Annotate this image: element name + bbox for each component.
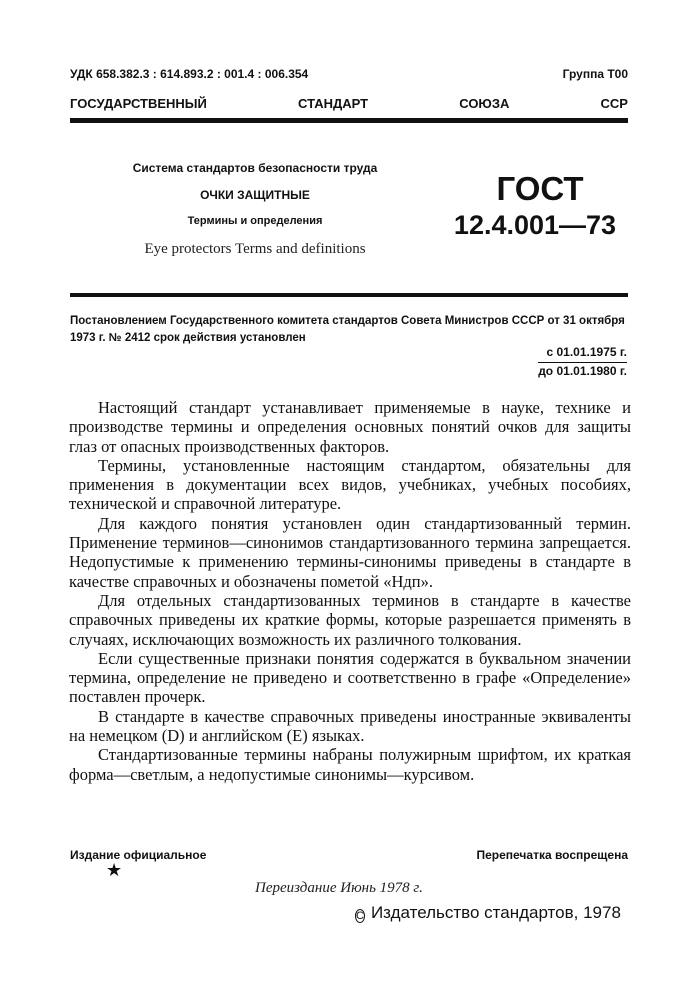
publisher-text: Издательство стандартов, 1978 [370, 903, 621, 922]
paragraph: Термины, установленные настоящим стандартом, обязательны для применения в документации всех видов, учебниках, учебных пособиях, технической и справочной литературе. [69, 455, 631, 514]
standards-system: Система стандартов безопасности труда [132, 161, 378, 175]
paragraph: В стандарте в качестве справочных приведены иностранные эквиваленты на немецком (D) и английском (E) языках. [69, 706, 631, 746]
effective-from-date: с 01.01.1975 г. [546, 345, 627, 359]
heading-word-3: СОЮЗА [459, 96, 510, 111]
heading-word-1: ГОСУДАРСТВЕННЫЙ [70, 96, 207, 111]
gost-number: 12.4.001—73 [453, 210, 617, 240]
gost-label: ГОСТ [496, 170, 584, 207]
effective-to-date: до 01.01.1980 г. [538, 364, 627, 378]
decree-text: Постановлением Государственного комитета стандартов Совета Министров СССР от 31 октября 1973 г. № 2412 срок действия установлен [70, 315, 625, 344]
state-standard-heading [70, 96, 628, 111]
paragraph: Настоящий стандарт устанавливает применяемые в науке, технике и производстве термины и определения основных понятий очков для защиты глаз от опасных производственных факторов. [69, 398, 631, 456]
udk-code: УДК 658.382.3 : 614.893.2 : 001.4 : 006.354 [70, 67, 309, 81]
english-title: Eye protectors Terms and definitions [144, 241, 366, 257]
document-subtitle: Термины и определения [187, 215, 323, 227]
reprint-prohibited-label: Перепечатка воспрещена [476, 848, 628, 862]
paragraph: Для каждого понятия установлен один стандартизованный термин. Применение терминов—синонимов стандартизованного термина запрещается. Недопустимые к применению термины-синонимы приведены в стандарте в качестве справочных и обозначены пометой «Ндп». [69, 513, 631, 591]
group-code: Группа Т00 [562, 67, 628, 81]
top-divider [70, 118, 628, 123]
document-title: ОЧКИ ЗАЩИТНЫЕ [200, 188, 310, 202]
paragraph: Стандартизованные термины набраны полужирным шрифтом, их краткая форма—светлым, а недопустимые синонимы—курсивом. [69, 745, 631, 784]
heading-word-2: СТАНДАРТ [298, 96, 369, 111]
middle-divider [70, 293, 628, 297]
official-edition-label: Издание официальное [70, 848, 207, 862]
heading-word-4: ССР [600, 96, 628, 111]
copyright-line [355, 903, 621, 924]
paragraph: Для отдельных стандартизованных терминов в стандарте в качестве справочных приведены их краткие формы, которые разрешается применять в случаях, исключающих возможность их различного толкования. [69, 590, 631, 649]
body-text [69, 398, 631, 784]
copyright-icon: C [356, 910, 364, 922]
star-icon: ★ [106, 860, 123, 880]
paragraph: Если существенные признаки понятия содержатся в буквальном значении термина, определение не приведено и соответственно в графе «Определение» поставлен прочерк. [69, 648, 631, 707]
reissue-note: Переиздание Июнь 1978 г. [255, 880, 423, 896]
